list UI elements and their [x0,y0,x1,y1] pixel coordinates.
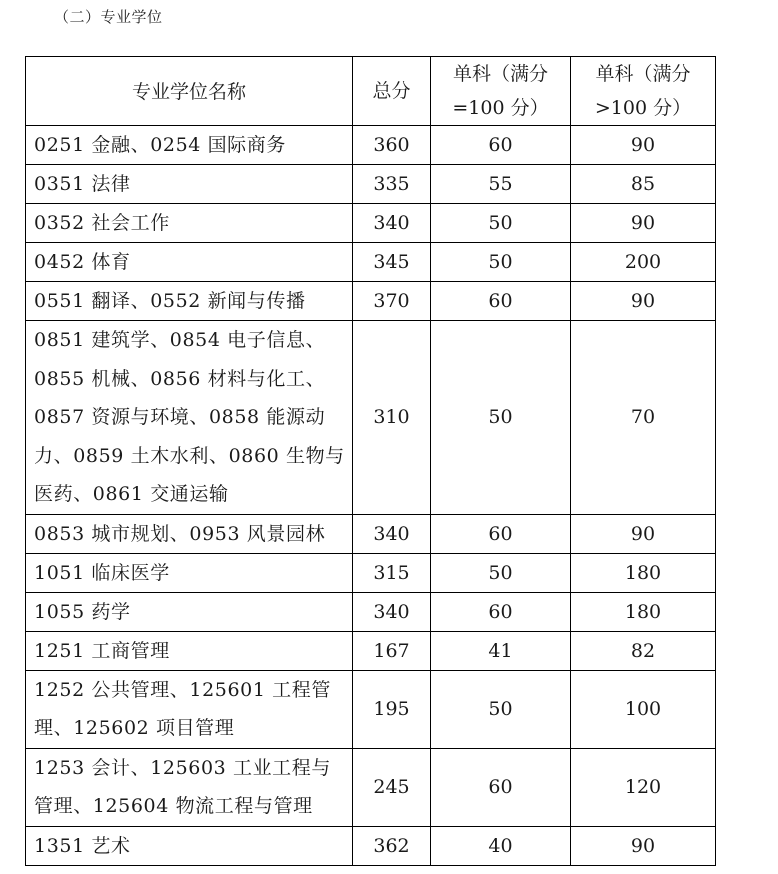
table-row [26,321,716,515]
table-row [26,204,716,243]
cell-total-score: 370 [353,282,431,321]
cell-degree-name-line: 力、0859 土木水利、0860 生物与 [34,444,345,467]
cell-single-gt100: 100 [571,670,716,748]
cell-degree-name-line: 0857 资源与环境、0858 能源动 [34,406,326,428]
cell-total-score: 335 [353,165,431,204]
cell-single-gt100: 85 [571,165,716,204]
cell-total-score: 340 [353,514,431,553]
cell-single-100: 60 [431,282,571,321]
cell-degree-name-line: 1252 公共管理、125601 工程管 [34,678,331,701]
header-total: 总分 [353,57,431,126]
cell-single-100: 60 [431,126,571,165]
cell-single-100: 50 [431,243,571,282]
cell-total-score: 345 [353,243,431,282]
cell-single-gt100: 90 [571,126,716,165]
cell-single-100: 40 [431,826,571,865]
table-body [26,126,716,866]
cell-single-gt100: 200 [571,243,716,282]
cell-total-score: 195 [353,670,431,748]
section-heading: （二）专业学位 [54,8,163,26]
table-row [26,514,716,553]
cell-degree-name [26,670,353,748]
cell-degree-name: 0352 社会工作 [26,204,353,243]
cell-total-score: 362 [353,826,431,865]
cell-single-100: 41 [431,631,571,670]
cell-degree-name: 1351 艺术 [26,826,353,865]
cell-degree-name-line: 0855 机械、0856 材料与化工、 [34,367,326,390]
cell-single-gt100: 90 [571,282,716,321]
cell-single-100: 60 [431,748,571,826]
cell-degree-name: 1251 工商管理 [26,631,353,670]
cell-degree-name: 1051 临床医学 [26,553,353,592]
cell-single-gt100: 90 [571,204,716,243]
table-row [26,243,716,282]
cell-single-gt100: 180 [571,553,716,592]
header-single-100 [431,57,571,126]
cell-degree-name-line: 医药、0861 交通运输 [34,483,229,505]
cell-single-gt100: 120 [571,748,716,826]
cell-total-score: 310 [353,321,431,515]
cell-single-gt100: 70 [571,321,716,515]
header-single-100-line1: 单科（满分 [452,63,548,85]
header-single-100-line2: =100 分） [452,97,549,119]
cell-degree-name: 1055 药学 [26,592,353,631]
cell-degree-name [26,321,353,515]
header-name: 专业学位名称 [26,57,353,126]
cell-degree-name-line: 理、125602 项目管理 [34,717,235,739]
table-row [26,631,716,670]
table-row [26,553,716,592]
cell-single-gt100: 90 [571,826,716,865]
cell-degree-name: 0853 城市规划、0953 风景园林 [26,514,353,553]
table-row [26,126,716,165]
cell-total-score: 340 [353,204,431,243]
table-row [26,592,716,631]
cell-degree-name: 0251 金融、0254 国际商务 [26,126,353,165]
cell-total-score: 360 [353,126,431,165]
cell-degree-name-line: 管理、125604 物流工程与管理 [34,795,313,817]
cell-single-100: 50 [431,553,571,592]
table-row [26,826,716,865]
header-single-gt100-line1: 单科（满分 [595,63,691,85]
cell-degree-name [26,748,353,826]
cell-single-100: 60 [431,514,571,553]
cell-single-100: 50 [431,321,571,515]
cell-total-score: 167 [353,631,431,670]
table-header-row [26,57,716,126]
table-row [26,670,716,748]
cell-degree-name: 0551 翻译、0552 新闻与传播 [26,282,353,321]
cell-degree-name: 0452 体育 [26,243,353,282]
cell-single-100: 50 [431,204,571,243]
cell-total-score: 245 [353,748,431,826]
cell-single-gt100: 82 [571,631,716,670]
cell-total-score: 315 [353,553,431,592]
cell-single-100: 50 [431,670,571,748]
cell-single-100: 60 [431,592,571,631]
cell-single-gt100: 90 [571,514,716,553]
cell-degree-name: 0351 法律 [26,165,353,204]
cell-total-score: 340 [353,592,431,631]
header-single-gt100-line2: >100 分） [594,97,692,119]
score-table [25,56,716,866]
cell-single-100: 55 [431,165,571,204]
table-row [26,165,716,204]
table-row [26,282,716,321]
cell-degree-name-line: 1253 会计、125603 工业工程与 [34,756,331,779]
table-row [26,748,716,826]
header-single-gt100 [571,57,716,126]
cell-degree-name-line: 0851 建筑学、0854 电子信息、 [34,329,326,351]
cell-single-gt100: 180 [571,592,716,631]
